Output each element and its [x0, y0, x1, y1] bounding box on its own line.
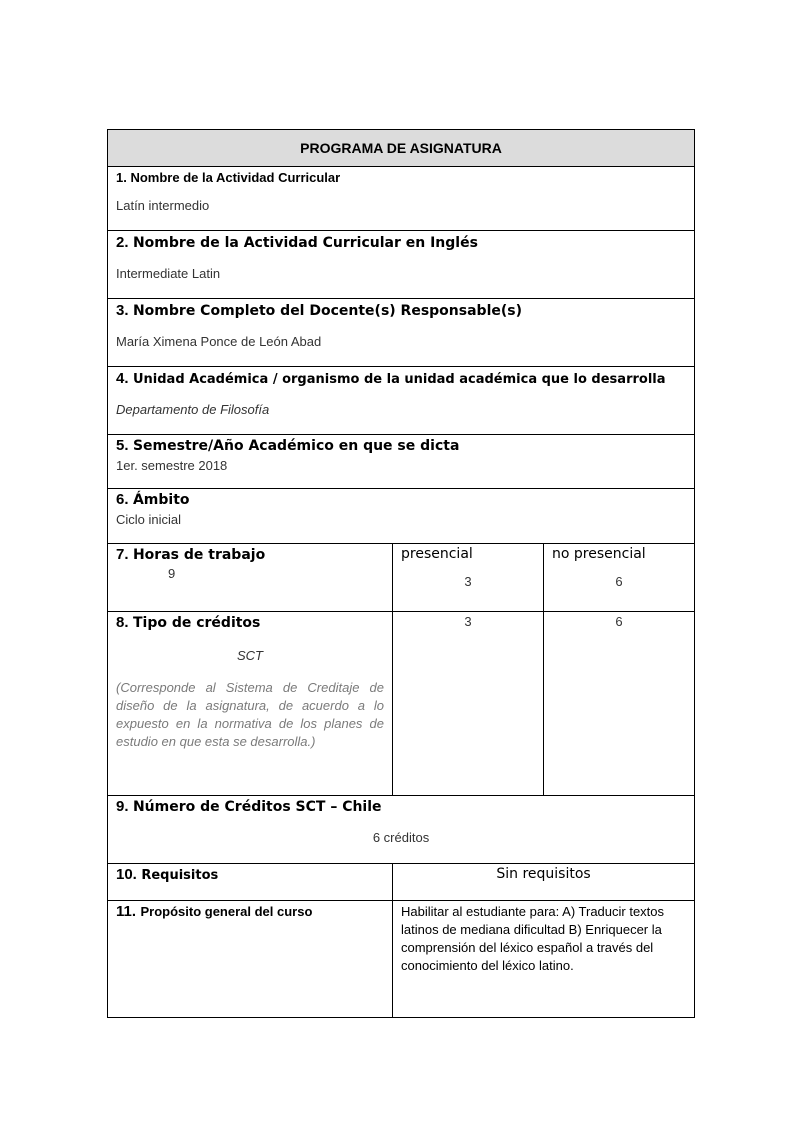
section-5-number: 5. [116, 437, 129, 454]
section-7-title: Horas de trabajo [132, 547, 266, 563]
course-purpose: Habilitar al estudiante para: A) Traducir textos latinos de mediana dificultad B) Enriquecer la comprensión del léxico español a través del conocimiento del léxico latino. [401, 904, 665, 973]
section-5 [108, 435, 695, 489]
no-presencial-hours: 6 [615, 574, 623, 589]
section-8-number: 8. [116, 614, 129, 631]
section-10 [108, 864, 695, 901]
section-7 [108, 544, 695, 612]
semester-value: 1er. semestre 2018 [116, 458, 228, 473]
section-11 [108, 901, 695, 1018]
academic-unit: Departamento de Filosofía [116, 402, 270, 417]
section-5-title: Semestre/Año Académico en que se dicta [132, 438, 460, 454]
section-3-number: 3. [116, 302, 129, 319]
program-table [107, 129, 695, 1018]
credit-type-value: SCT [237, 648, 263, 663]
section-1-title: Nombre de la Actividad Curricular [130, 170, 341, 185]
section-9 [108, 796, 695, 864]
sct-credits-value: 6 créditos [372, 830, 430, 845]
section-4-number: 4. [116, 370, 129, 387]
presencial-label: presencial [401, 546, 473, 562]
section-1 [108, 167, 695, 231]
activity-name: Latín intermedio [116, 198, 210, 213]
presencial-hours: 3 [464, 574, 472, 589]
requirements-value: Sin requisitos [496, 866, 591, 882]
instructor-name: María Ximena Ponce de León Abad [116, 334, 322, 349]
section-2 [108, 231, 695, 299]
section-2-number: 2. [116, 234, 129, 251]
section-9-title: Número de Créditos SCT – Chile [132, 799, 382, 815]
section-6-number: 6. [116, 491, 129, 508]
credit-type-note: (Corresponde al Sistema de Creditaje de diseño de la asignatura, de acuerdo a lo expuesto en la normativa de los planes de estudio en que esta se desarrolla.) [116, 680, 384, 749]
program-header: PROGRAMA DE ASIGNATURA [108, 130, 695, 167]
section-11-number: 11. [116, 903, 137, 920]
section-6-title: Ámbito [132, 492, 190, 508]
section-4-title: Unidad Académica / organismo de la unidad académica que lo desarrolla [132, 372, 666, 387]
section-10-number: 10. [116, 866, 137, 883]
section-6 [108, 489, 695, 544]
section-7-number: 7. [116, 546, 129, 563]
activity-name-english: Intermediate Latin [116, 266, 221, 281]
section-8 [108, 612, 695, 796]
section-8-title: Tipo de créditos [132, 615, 261, 631]
section-1-number: 1. [116, 170, 127, 185]
work-hours-total: 9 [168, 566, 176, 581]
section-3 [108, 299, 695, 367]
credits-presencial: 3 [464, 614, 472, 629]
section-9-number: 9. [116, 798, 129, 815]
section-10-title: Requisitos [141, 868, 219, 883]
no-presencial-label: no presencial [552, 546, 646, 562]
section-3-title: Nombre Completo del Docente(s) Responsable(s) [132, 303, 522, 319]
section-4 [108, 367, 695, 435]
scope-value: Ciclo inicial [116, 512, 182, 527]
credits-no-presencial: 6 [615, 614, 623, 629]
section-2-title: Nombre de la Actividad Curricular en Inglés [132, 235, 478, 251]
section-11-title: Propósito general del curso [140, 904, 313, 919]
